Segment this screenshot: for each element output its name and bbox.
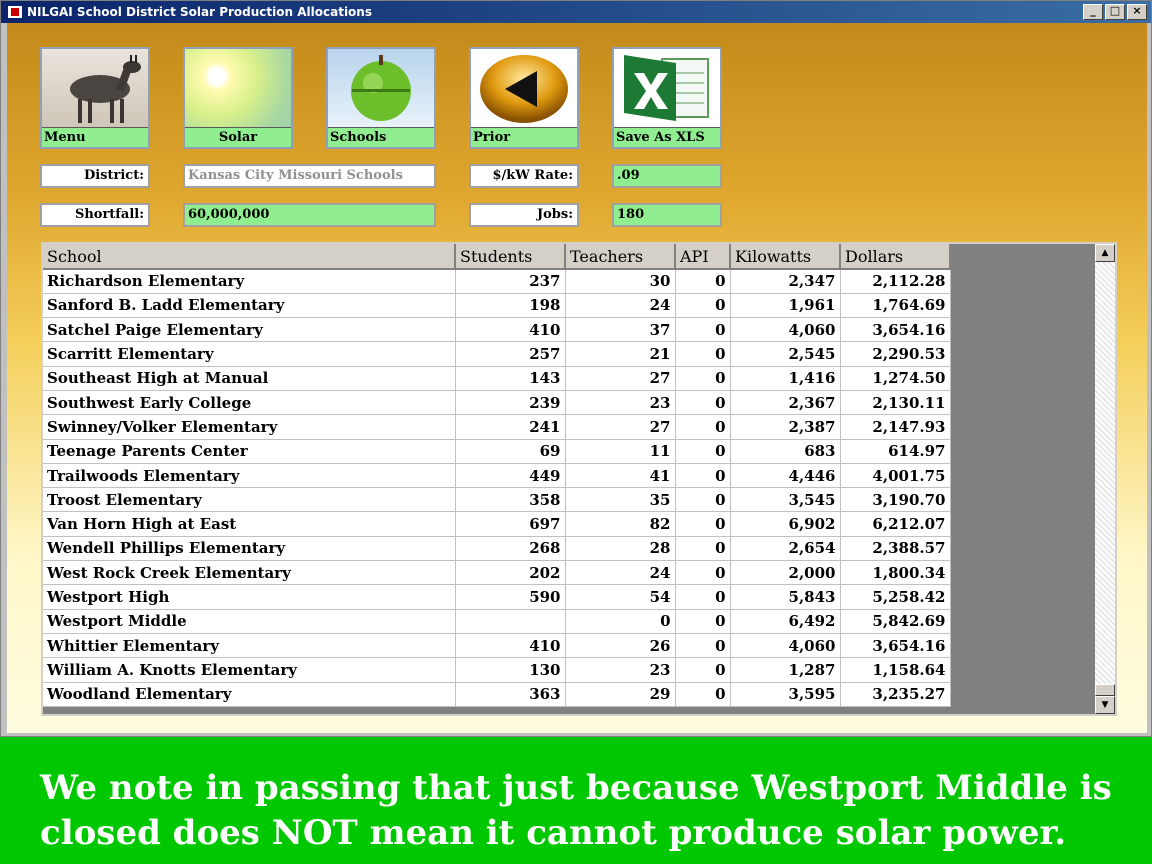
schools-grid[interactable] — [41, 242, 1117, 716]
table-row[interactable] — [43, 561, 950, 585]
slide-caption: We note in passing that just because Westport Middle is closed does NOT mean it cannot produce solar power. — [40, 768, 1112, 853]
schools-table — [43, 244, 951, 707]
students-cell[interactable]: 590 — [455, 585, 565, 609]
table-row[interactable] — [43, 536, 950, 560]
dollars-cell[interactable]: 1,764.69 — [840, 293, 950, 317]
school-cell[interactable]: Westport Middle — [43, 609, 455, 633]
school-cell[interactable]: Wendell Phillips Elementary — [43, 536, 455, 560]
table-row[interactable] — [43, 390, 950, 414]
table-row[interactable] — [43, 318, 950, 342]
schools-button[interactable] — [326, 47, 436, 149]
prior-button[interactable] — [469, 47, 579, 149]
api-cell[interactable]: 0 — [675, 488, 730, 512]
teachers-cell[interactable]: 21 — [565, 342, 675, 366]
dollars-cell[interactable]: 614.97 — [840, 439, 950, 463]
school-cell[interactable]: Westport High — [43, 585, 455, 609]
students-cell[interactable]: 202 — [455, 561, 565, 585]
dollars-cell[interactable]: 2,147.93 — [840, 415, 950, 439]
kilowatts-cell[interactable]: 2,387 — [730, 415, 840, 439]
teachers-cell[interactable]: 29 — [565, 682, 675, 706]
api-cell[interactable]: 0 — [675, 439, 730, 463]
table-row[interactable] — [43, 366, 950, 390]
scroll-up-button[interactable]: ▲ — [1095, 244, 1115, 262]
window-controls — [1083, 4, 1147, 20]
app-icon — [7, 5, 23, 19]
api-cell[interactable]: 0 — [675, 609, 730, 633]
solar-button[interactable] — [183, 47, 293, 149]
kilowatts-cell[interactable]: 4,060 — [730, 318, 840, 342]
table-row[interactable] — [43, 269, 950, 293]
teachers-cell[interactable]: 24 — [565, 293, 675, 317]
kilowatts-cell[interactable]: 1,287 — [730, 658, 840, 682]
column-header-teachers[interactable]: Teachers — [565, 244, 675, 269]
nilgai-antelope-icon — [42, 49, 148, 127]
students-cell[interactable]: 697 — [455, 512, 565, 536]
save-as-xls-label: Save As XLS — [614, 127, 720, 147]
excel-icon — [614, 49, 720, 127]
teachers-cell[interactable]: 35 — [565, 488, 675, 512]
district-label: District: — [40, 164, 150, 188]
kilowatts-cell[interactable]: 1,961 — [730, 293, 840, 317]
teachers-cell[interactable]: 37 — [565, 318, 675, 342]
menu-button[interactable] — [40, 47, 150, 149]
sun-icon — [185, 49, 291, 127]
school-cell[interactable]: William A. Knotts Elementary — [43, 658, 455, 682]
column-header-school[interactable]: School — [43, 244, 455, 269]
kilowatts-cell[interactable]: 2,347 — [730, 269, 840, 293]
menu-label: Menu — [42, 127, 148, 147]
kilowatts-cell[interactable]: 2,367 — [730, 390, 840, 414]
school-cell[interactable]: Whittier Elementary — [43, 633, 455, 657]
table-row[interactable] — [43, 682, 950, 706]
rate-label: $/kW Rate: — [469, 164, 579, 188]
students-cell[interactable] — [455, 609, 565, 633]
teachers-cell[interactable]: 41 — [565, 463, 675, 487]
school-cell[interactable]: Southeast High at Manual — [43, 366, 455, 390]
kilowatts-cell[interactable]: 6,902 — [730, 512, 840, 536]
students-cell[interactable]: 241 — [455, 415, 565, 439]
students-cell[interactable]: 130 — [455, 658, 565, 682]
maximize-button[interactable]: □ — [1105, 4, 1125, 20]
api-cell[interactable]: 0 — [675, 633, 730, 657]
api-cell[interactable]: 0 — [675, 561, 730, 585]
students-cell[interactable]: 268 — [455, 536, 565, 560]
table-row[interactable] — [43, 293, 950, 317]
dollars-cell[interactable]: 5,842.69 — [840, 609, 950, 633]
api-cell[interactable]: 0 — [675, 390, 730, 414]
title-bar[interactable] — [1, 1, 1151, 23]
api-cell[interactable]: 0 — [675, 512, 730, 536]
school-cell[interactable]: Troost Elementary — [43, 488, 455, 512]
api-cell[interactable]: 0 — [675, 682, 730, 706]
api-cell[interactable]: 0 — [675, 293, 730, 317]
api-cell[interactable]: 0 — [675, 366, 730, 390]
dollars-cell[interactable]: 1,800.34 — [840, 561, 950, 585]
header-row — [43, 244, 950, 269]
shortfall-label: Shortfall: — [40, 203, 150, 227]
dollars-cell[interactable]: 1,158.64 — [840, 658, 950, 682]
schools-label: Schools — [328, 127, 434, 147]
teachers-cell[interactable]: 26 — [565, 633, 675, 657]
kilowatts-cell[interactable]: 3,595 — [730, 682, 840, 706]
students-cell[interactable]: 237 — [455, 269, 565, 293]
teachers-cell[interactable]: 54 — [565, 585, 675, 609]
prior-label: Prior — [471, 127, 577, 147]
dollars-cell[interactable]: 3,190.70 — [840, 488, 950, 512]
dollars-cell[interactable]: 3,654.16 — [840, 633, 950, 657]
kilowatts-cell[interactable]: 1,416 — [730, 366, 840, 390]
scroll-thumb[interactable] — [1095, 684, 1115, 696]
students-cell[interactable]: 358 — [455, 488, 565, 512]
kilowatts-cell[interactable]: 6,492 — [730, 609, 840, 633]
school-cell[interactable]: Southwest Early College — [43, 390, 455, 414]
teachers-cell[interactable]: 30 — [565, 269, 675, 293]
students-cell[interactable]: 410 — [455, 318, 565, 342]
teachers-cell[interactable]: 11 — [565, 439, 675, 463]
teachers-cell[interactable]: 27 — [565, 366, 675, 390]
table-row[interactable] — [43, 658, 950, 682]
form-area — [7, 23, 1147, 733]
dollars-cell[interactable]: 2,388.57 — [840, 536, 950, 560]
api-cell[interactable]: 0 — [675, 536, 730, 560]
api-cell[interactable]: 0 — [675, 658, 730, 682]
students-cell[interactable]: 257 — [455, 342, 565, 366]
table-row[interactable] — [43, 488, 950, 512]
school-cell[interactable]: Woodland Elementary — [43, 682, 455, 706]
dollars-cell[interactable]: 2,130.11 — [840, 390, 950, 414]
api-cell[interactable]: 0 — [675, 318, 730, 342]
teachers-cell[interactable]: 28 — [565, 536, 675, 560]
kilowatts-cell[interactable]: 5,843 — [730, 585, 840, 609]
table-row[interactable] — [43, 633, 950, 657]
school-cell[interactable]: Sanford B. Ladd Elementary — [43, 293, 455, 317]
api-cell[interactable]: 0 — [675, 342, 730, 366]
school-cell[interactable]: Teenage Parents Center — [43, 439, 455, 463]
shortfall-field[interactable]: 60,000,000 — [183, 203, 436, 227]
kilowatts-cell[interactable]: 2,545 — [730, 342, 840, 366]
vertical-scrollbar[interactable] — [1095, 244, 1115, 714]
teachers-cell[interactable]: 0 — [565, 609, 675, 633]
teachers-cell[interactable]: 82 — [565, 512, 675, 536]
school-cell[interactable]: Trailwoods Elementary — [43, 463, 455, 487]
table-row[interactable] — [43, 439, 950, 463]
dollars-cell[interactable]: 2,290.53 — [840, 342, 950, 366]
close-button[interactable]: × — [1127, 4, 1147, 20]
table-row[interactable] — [43, 415, 950, 439]
school-cell[interactable]: Van Horn High at East — [43, 512, 455, 536]
api-cell[interactable]: 0 — [675, 463, 730, 487]
column-header-dollars[interactable]: Dollars — [840, 244, 950, 269]
scroll-down-button[interactable]: ▼ — [1095, 696, 1115, 714]
kilowatts-cell[interactable]: 2,000 — [730, 561, 840, 585]
dollars-cell[interactable]: 3,235.27 — [840, 682, 950, 706]
teachers-cell[interactable]: 27 — [565, 415, 675, 439]
teachers-cell[interactable]: 23 — [565, 390, 675, 414]
save-as-xls-button[interactable] — [612, 47, 722, 149]
dollars-cell[interactable]: 2,112.28 — [840, 269, 950, 293]
table-row[interactable] — [43, 463, 950, 487]
kilowatts-cell[interactable]: 3,545 — [730, 488, 840, 512]
dollars-cell[interactable]: 5,258.42 — [840, 585, 950, 609]
table-row[interactable] — [43, 609, 950, 633]
students-cell[interactable]: 143 — [455, 366, 565, 390]
apple-icon — [328, 49, 434, 127]
solar-label: Solar — [185, 127, 291, 147]
kilowatts-cell[interactable]: 683 — [730, 439, 840, 463]
dollars-cell[interactable]: 3,654.16 — [840, 318, 950, 342]
api-cell[interactable]: 0 — [675, 269, 730, 293]
students-cell[interactable]: 69 — [455, 439, 565, 463]
back-arrow-icon — [471, 49, 577, 127]
kilowatts-cell[interactable]: 4,060 — [730, 633, 840, 657]
school-cell[interactable]: Swinney/Volker Elementary — [43, 415, 455, 439]
window-title: NILGAI School District Solar Production Allocations — [27, 5, 372, 19]
table-row[interactable] — [43, 512, 950, 536]
students-cell[interactable]: 198 — [455, 293, 565, 317]
dollars-cell[interactable]: 1,274.50 — [840, 366, 950, 390]
students-cell[interactable]: 363 — [455, 682, 565, 706]
rate-field[interactable]: .09 — [612, 164, 722, 188]
jobs-label: Jobs: — [469, 203, 579, 227]
table-row[interactable] — [43, 342, 950, 366]
column-header-students[interactable]: Students — [455, 244, 565, 269]
teachers-cell[interactable]: 24 — [565, 561, 675, 585]
column-header-api[interactable]: API — [675, 244, 730, 269]
teachers-cell[interactable]: 23 — [565, 658, 675, 682]
jobs-field[interactable]: 180 — [612, 203, 722, 227]
dollars-cell[interactable]: 4,001.75 — [840, 463, 950, 487]
kilowatts-cell[interactable]: 4,446 — [730, 463, 840, 487]
dollars-cell[interactable]: 6,212.07 — [840, 512, 950, 536]
students-cell[interactable]: 410 — [455, 633, 565, 657]
table-row[interactable] — [43, 585, 950, 609]
school-cell[interactable]: Scarritt Elementary — [43, 342, 455, 366]
kilowatts-cell[interactable]: 2,654 — [730, 536, 840, 560]
school-cell[interactable]: Satchel Paige Elementary — [43, 318, 455, 342]
students-cell[interactable]: 449 — [455, 463, 565, 487]
api-cell[interactable]: 0 — [675, 415, 730, 439]
school-cell[interactable]: West Rock Creek Elementary — [43, 561, 455, 585]
minimize-button[interactable]: _ — [1083, 4, 1103, 20]
students-cell[interactable]: 239 — [455, 390, 565, 414]
district-field[interactable]: Kansas City Missouri Schools — [183, 164, 436, 188]
school-cell[interactable]: Richardson Elementary — [43, 269, 455, 293]
api-cell[interactable]: 0 — [675, 585, 730, 609]
column-header-kilowatts[interactable]: Kilowatts — [730, 244, 840, 269]
